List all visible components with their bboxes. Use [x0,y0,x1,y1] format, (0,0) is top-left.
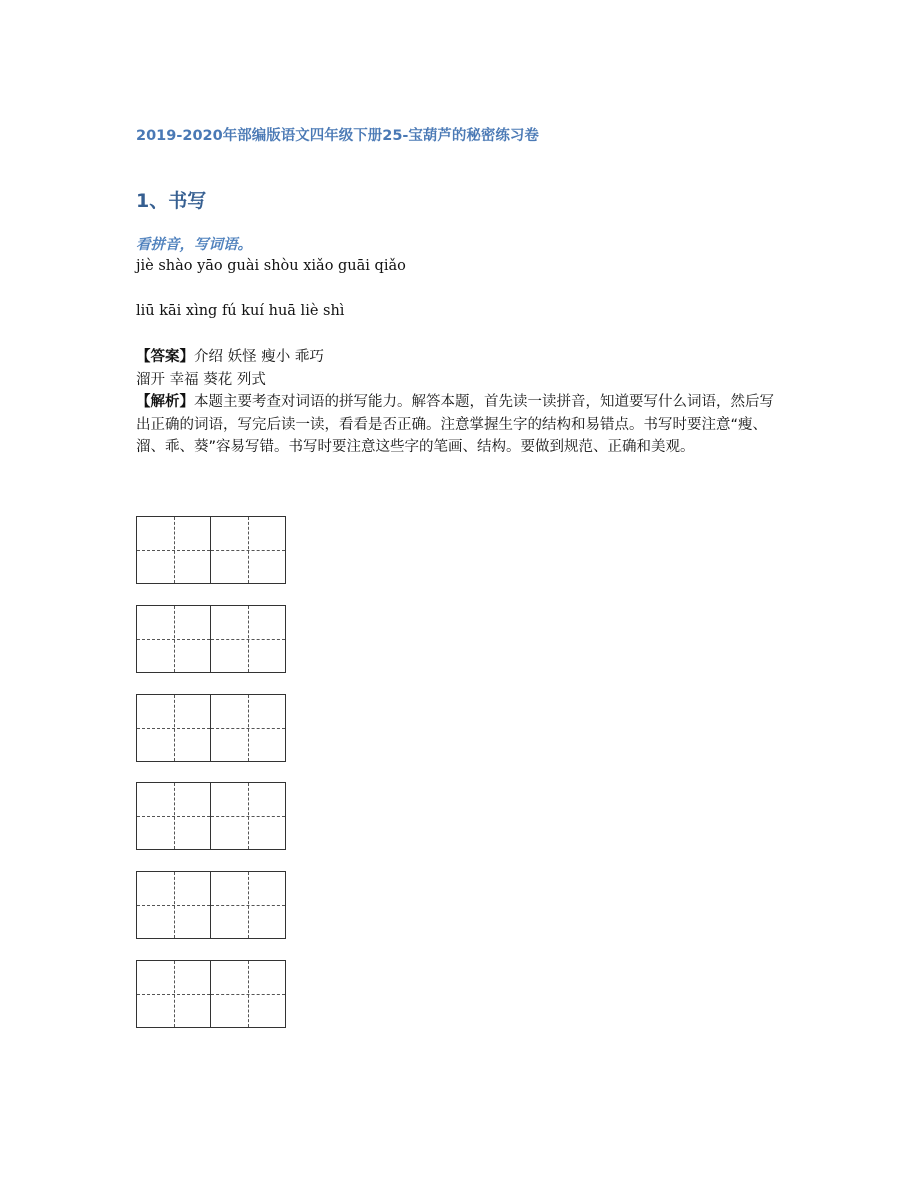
tianzige-cell[interactable] [136,960,211,1028]
tianzige-row [136,960,286,1028]
pinyin-line-1: jiè shào yāo guài shòu xiǎo guāi qiǎo [136,258,406,274]
section-heading: 1、书写 [136,190,207,212]
tianzige-cell[interactable] [211,516,286,584]
answer-words-1: 介绍 妖怪 瘦小 乖巧 [194,349,324,365]
analysis-label: 【解析】 [136,394,194,410]
answer-line-2: 溜开 幸福 葵花 列式 [136,371,266,388]
answer-line-1 [136,346,786,369]
pinyin-line-2: liū kāi xìng fú kuí huā liè shì [136,303,345,319]
tianzige-cell[interactable] [136,605,211,673]
answer-label: 【答案】 [136,349,194,365]
tianzige-cell[interactable] [136,871,211,939]
document-title: 2019-2020年部编版语文四年级下册25-宝葫芦的秘密练习卷 [136,128,539,144]
analysis-paragraph [136,391,786,459]
tianzige-cell[interactable] [211,782,286,850]
tianzige-row [136,516,286,584]
analysis-text: 本题主要考查对词语的拼写能力。解答本题，首先读一读拼音，知道要写什么词语，然后写出正确的词语，写完后读一读，看看是否正确。注意掌握生字的结构和易错点。书写时要注意“瘦、溜、乖、葵”容易写错。书写时要注意这些字的笔画、结构。要做到规范、正确和美观。 [136,394,774,455]
tianzige-cell[interactable] [211,605,286,673]
tianzige-row [136,694,286,762]
tianzige-row [136,605,286,673]
tianzige-cell[interactable] [211,960,286,1028]
tianzige-cell[interactable] [211,694,286,762]
tianzige-cell[interactable] [136,516,211,584]
tianzige-row [136,871,286,939]
question-instruction: 看拼音，写词语。 [136,237,252,253]
tianzige-cell[interactable] [136,782,211,850]
tianzige-row [136,782,286,850]
tianzige-cell[interactable] [211,871,286,939]
tianzige-cell[interactable] [136,694,211,762]
answer-block [136,346,786,459]
